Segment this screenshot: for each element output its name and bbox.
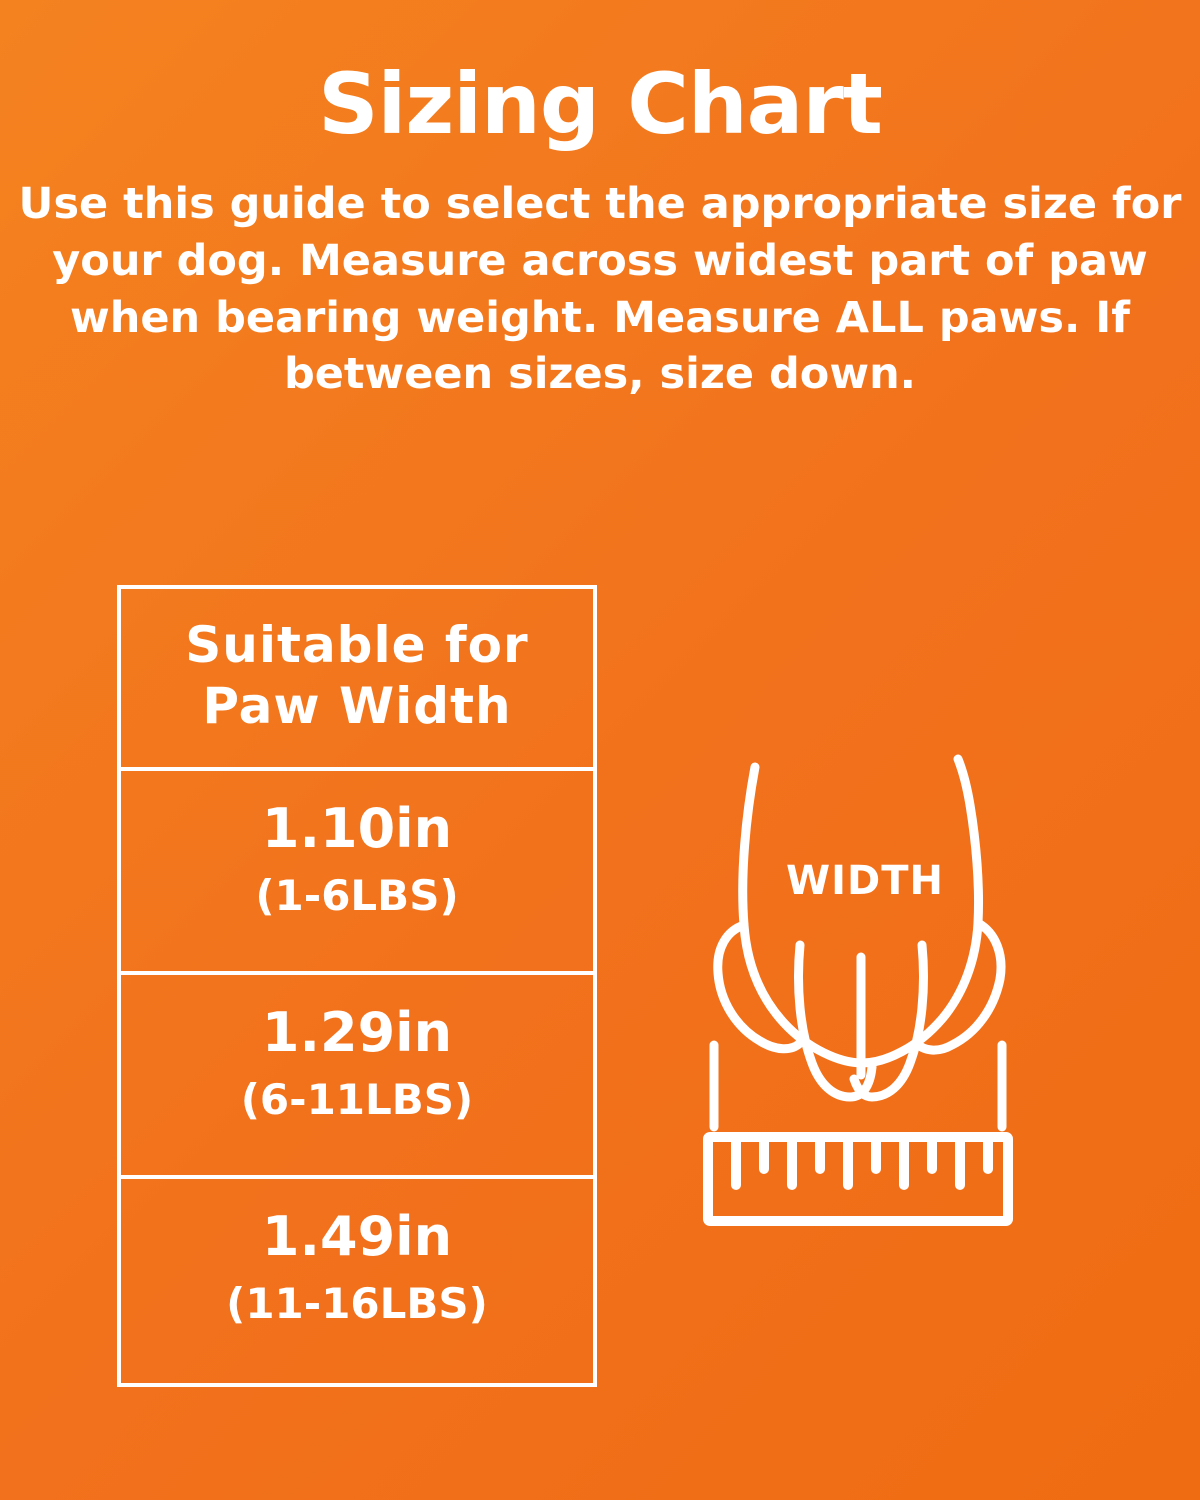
weight-range-value: (11-16LBS) [226,1278,488,1328]
weight-range-value: (1-6LBS) [255,870,459,920]
table-row [121,1179,593,1383]
table-row [121,975,593,1179]
dog-paw-icon [700,745,1030,1285]
table-header-line-2: Paw Width [202,677,512,735]
weight-range-value: (6-11LBS) [240,1074,474,1124]
chart-content [0,585,1200,1415]
width-label: WIDTH [786,858,944,904]
size-table [117,585,597,1387]
paw-width-value: 1.29in [261,1001,453,1064]
instructions-text: Use this guide to select the appropriate size for your dog. Measure across widest part of paw when bearing weight. Measure ALL paws. If between sizes, size down. [18,179,1182,400]
paw-measurement-diagram [700,745,1030,1285]
table-header-row [121,589,593,771]
paw-width-value: 1.10in [261,797,453,860]
paw-width-value: 1.49in [261,1205,453,1268]
page-title: Sizing Chart [318,55,882,153]
table-row [121,771,593,975]
table-header-line-1: Suitable for [185,616,529,674]
